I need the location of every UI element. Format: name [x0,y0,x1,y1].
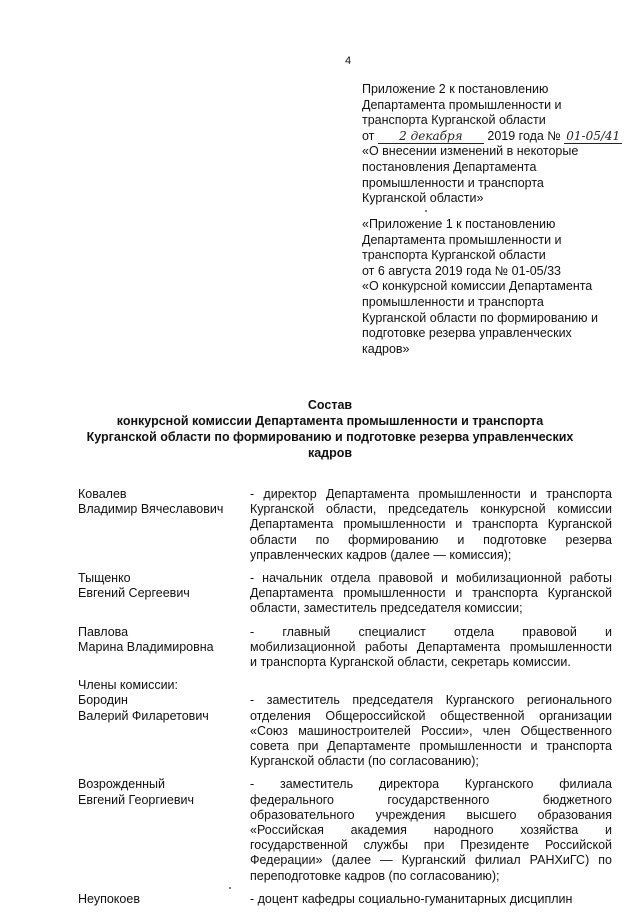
heading-line: кадров [307,446,353,460]
cited-line: Департамента промышленности и [362,232,562,247]
member-given-names: Валерий Филаретович [78,708,209,723]
member-role-line: переподготовке кадров (по согласованию); [250,868,500,883]
member-row [78,777,618,883]
appendix-line: транспорта Курганской области [362,113,546,128]
member-role-line: образовательного учреждения высшего образования [250,807,612,822]
appendix-subject: «О внесении изменений в некоторые [362,144,579,159]
cited-line: от 6 августа 2019 года № 01-05/33 [362,263,562,278]
member-name [78,625,250,671]
member-role-line: управленческих кадров (далее — комиссия); [250,547,512,562]
appendix-line: Приложение 2 к постановлению [362,82,549,96]
member-role-line: мобилизационной работы Департамента промышленности [250,639,612,654]
scan-dot [425,210,427,212]
member-row [78,625,618,671]
cited-line: промышленности и транспорта [362,294,544,309]
member-role-line: - доцент кафедры социально-гуманитарных дисциплин [250,891,573,906]
member-surname: Тыщенко [78,571,131,586]
heading-line: Курганской области по формированию и подготовке резерва управленческих [86,430,574,444]
handwritten-number: 01-05/41 [564,130,622,144]
handwritten-date [378,130,484,144]
member-given-names: Владимир Вячеславович [78,502,224,517]
document-heading [60,397,600,461]
member-role-line: области по формированию и подготовке резерва [250,532,612,547]
member-surname: Павлова [78,624,129,639]
page-number: 4 [345,55,352,67]
member-role [250,487,612,563]
appendix-subject: Курганской области» [362,191,484,206]
member-role-line: федерального государственного бюджетного [250,792,612,807]
member-role-line: Курганской области, председатель конкурсной комиссии [250,502,612,517]
member-row [78,693,618,769]
cited-appendix [362,217,624,357]
appendix-line: Департамента промышленности и [362,97,562,112]
member-role-line: - заместитель председателя Курганского регионального [250,693,612,708]
appendix-date-line [362,128,621,145]
member-name [78,487,250,563]
member-role-line: «Союз машиностроителей России», член Общественного [250,723,612,738]
member-role-line: области, заместитель председателя комиссии; [250,601,523,616]
member-surname: Неупокоев [78,891,140,906]
member-role-line: Курганской области (по согласованию); [250,754,479,769]
member-role [250,693,612,769]
member-role-line: - заместитель директора Курганского филиала [250,777,612,792]
handwritten-month: декабря [410,128,463,143]
member-role-line: и транспорта Курганской области, секретарь комиссии. [250,655,571,670]
member-role-line: - главный специалист отдела правовой и [250,624,612,639]
member-given-names: Евгений Георгиевич [78,792,194,807]
member-row [78,487,618,563]
appendix-header [362,82,621,207]
year-text: 2019 года № [487,128,561,143]
cited-line: «О конкурсной комиссии Департамента [362,279,593,294]
handwritten-day: 2 [399,128,407,143]
member-role-line: отделения Общероссийской общественной организации [250,708,612,723]
member-given-names: Евгений Сергеевич [78,586,190,601]
members-list [78,487,618,915]
from-prefix: от [362,128,375,143]
members-section-label: Члены комиссии: [78,678,179,693]
member-role-line: Департамента промышленности и транспорта Курганской [250,586,612,601]
member-role-line: Федерации» (далее — Курганский филиал РАНХиГС) по [250,853,612,868]
member-name [78,777,250,883]
member-role-line: - начальник отдела правовой и мобилизационной работы [250,571,612,586]
cited-line: «Приложение 1 к постановлению [362,217,556,231]
heading-line: конкурсной комиссии Департамента промышленности и транспорта [116,414,544,428]
member-role-line: государственной службы при Президенте Российской [250,838,612,853]
member-role [250,571,612,617]
member-name [78,693,250,769]
member-role-line: совета при Департаменте промышленности и транспорта [250,739,612,754]
member-role [250,777,612,883]
member-name [78,571,250,617]
member-surname: Возрожденный [78,777,166,792]
member-given-names: Марина Владимировна [78,639,214,654]
member-row [78,571,618,617]
cited-line: Курганской области по формированию и [362,310,599,325]
cited-line: транспорта Курганской области [362,248,546,263]
cited-line: кадров» [362,341,410,356]
member-role [250,625,612,671]
member-surname: Бородин [78,693,128,708]
heading-title: Состав [307,398,353,412]
member-role-line: Департамента промышленности и транспорта Курганской [250,517,612,532]
scan-dot [229,887,231,889]
cited-line: подготовке резерва управленческих [362,326,572,341]
member-surname: Ковалев [78,487,127,501]
member-role-line: «Российская академия народного хозяйства и [250,823,612,838]
appendix-subject: промышленности и транспорта [362,175,544,190]
member-role-line: - директор Департамента промышленности и транспорта [250,487,612,501]
appendix-subject: постановления Департамента [362,159,537,174]
